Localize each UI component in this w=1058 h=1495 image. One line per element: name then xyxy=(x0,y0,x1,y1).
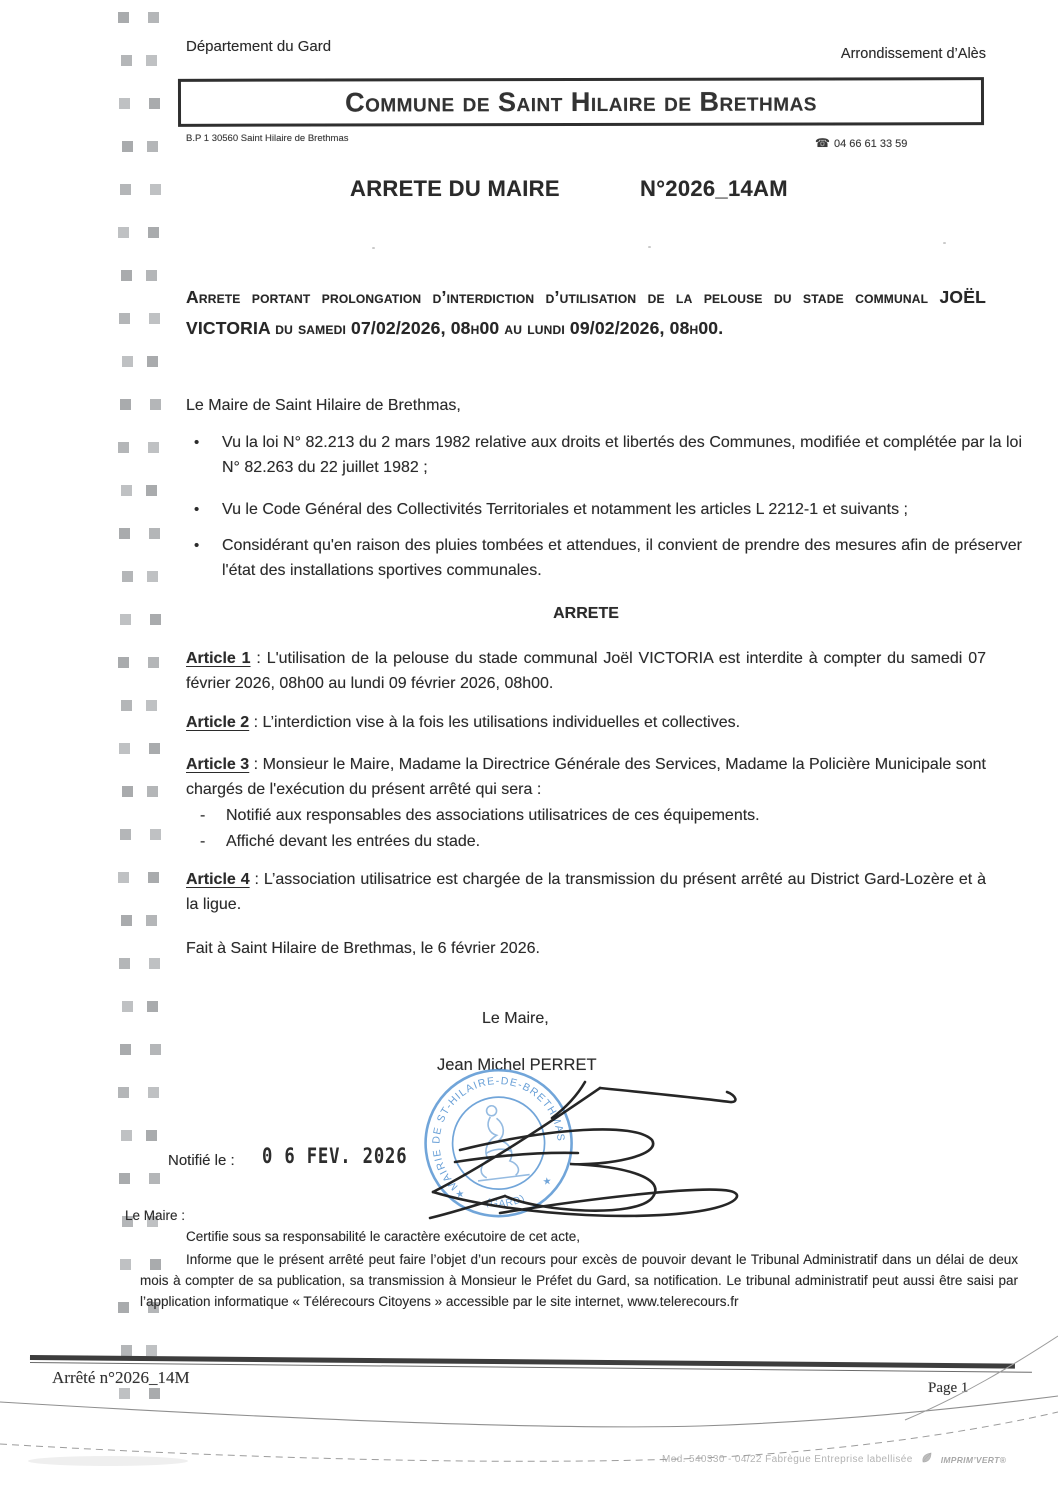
subject-paragraph: Arrete portant prolongation d’interdiction d’utilisation de la pelouse du stade communal JOËL VICTORIA du samedi 07/02/2026, 08h00 au lundi 09/02/2026, 08h00. xyxy=(186,287,986,338)
binding-mark xyxy=(147,141,158,152)
footer-doc-ref: Arrêté n°2026_14M xyxy=(52,1368,190,1387)
considerant-item xyxy=(186,497,1022,522)
binding-mark xyxy=(121,915,132,926)
signature-ink xyxy=(400,1066,760,1231)
arrondissement-label: Arrondissement d’Alès xyxy=(840,46,986,62)
dash-icon: - xyxy=(200,807,206,824)
department-label: Département du Gard xyxy=(186,38,332,55)
binding-mark xyxy=(122,356,133,367)
article-2-label: Article 2 xyxy=(186,714,250,731)
binding-mark xyxy=(119,743,130,754)
binding-mark xyxy=(121,700,132,711)
binding-mark xyxy=(121,270,132,281)
binding-mark xyxy=(150,829,161,840)
binding-mark xyxy=(150,184,161,195)
binding-mark xyxy=(146,1345,157,1356)
signature-title: Le Maire, xyxy=(482,1010,549,1027)
considerant-item xyxy=(186,533,1022,583)
binding-mark xyxy=(120,184,131,195)
binding-mark xyxy=(146,55,157,66)
binding-mark xyxy=(119,1388,130,1399)
document-title: ARRETE DU MAIRE xyxy=(350,176,560,201)
article-4-label: Article 4 xyxy=(186,871,250,888)
printer-credit-text: Mod. 540330 - 04/22 Fabrègue Entreprise labellisée xyxy=(662,1454,913,1465)
article-3-label: Article 3 xyxy=(186,756,250,773)
binding-mark xyxy=(148,872,159,883)
article-1 xyxy=(186,646,986,696)
article-2-text: : L’interdiction vise à la fois les utilisations individuelles et collectives. xyxy=(249,714,741,731)
binding-mark xyxy=(118,227,129,238)
stamp-star-right: ★ xyxy=(542,1176,553,1189)
binding-mark xyxy=(121,55,132,66)
imprim-vert-logo: IMPRIM’VERT® xyxy=(940,1454,1007,1465)
telephone-icon: ☎ xyxy=(815,136,830,150)
binding-mark xyxy=(119,528,130,539)
article-1-label: Article 1 xyxy=(186,650,251,667)
binding-mark xyxy=(119,958,130,969)
binding-mark xyxy=(122,141,133,152)
binding-mark xyxy=(119,98,130,109)
phone-line xyxy=(815,136,907,150)
bullet-icon: • xyxy=(194,537,200,554)
binding-mark xyxy=(147,786,158,797)
binding-mark xyxy=(149,528,160,539)
closing-line: Fait à Saint Hilaire de Brethmas, le 6 février 2026. xyxy=(186,940,540,957)
article-2 xyxy=(186,710,986,735)
binding-mark xyxy=(120,1259,131,1270)
binding-mark xyxy=(147,571,158,582)
binding-mark xyxy=(121,485,132,496)
considerant-text: Vu la loi N° 82.213 du 2 mars 1982 relative aux droits et libertés des Communes, modifiée et complétée par la loi N° 82.263 du 22 juillet 1982 ; xyxy=(222,434,1022,476)
scan-speck xyxy=(372,247,375,249)
binding-mark xyxy=(122,786,133,797)
binding-mark xyxy=(146,700,157,711)
bullet-icon: • xyxy=(194,434,200,451)
binding-mark xyxy=(149,313,160,324)
binding-mark xyxy=(146,270,157,281)
binding-mark xyxy=(146,915,157,926)
dash-icon: - xyxy=(200,833,206,850)
scan-smudge xyxy=(28,1456,188,1466)
binding-mark xyxy=(149,743,160,754)
binding-mark xyxy=(122,571,133,582)
binding-mark xyxy=(119,1173,130,1184)
binding-mark xyxy=(148,227,159,238)
binding-mark xyxy=(149,1173,160,1184)
binding-mark xyxy=(150,614,161,625)
article-4-text: : L’association utilisatrice est chargée de la transmission du présent arrêté au District Gard-Lozère et à la ligue. xyxy=(186,871,986,913)
considerant-text: Vu le Code Général des Collectivités Territoriales et notamment les articles L 2212-1 et suivants ; xyxy=(222,501,908,518)
binding-mark xyxy=(146,1130,157,1141)
stamp-gard-text: (GARD) xyxy=(485,1192,528,1210)
article-3-item-text: Notifié aux responsables des associations utilisatrices de ces équipements. xyxy=(226,807,760,824)
article-3-item xyxy=(190,829,1022,854)
signatory-name: Jean Michel PERRET xyxy=(437,1056,597,1074)
leaf-icon xyxy=(921,1452,933,1467)
binding-mark xyxy=(148,12,159,23)
article-3-text: : Monsieur le Maire, Madame la Directrice Générale des Services, Madame la Policière Municipale sont chargés de l'exécution du présent arrêté qui sera : xyxy=(186,756,987,798)
notified-label: Notifié le : xyxy=(168,1152,235,1169)
binding-mark xyxy=(149,1388,160,1399)
binding-mark xyxy=(120,829,131,840)
binding-mark xyxy=(120,614,131,625)
article-3 xyxy=(186,752,986,802)
scan-speck xyxy=(943,242,946,244)
document-number: N°2026_14AM xyxy=(640,176,788,201)
scan-speck xyxy=(648,246,651,248)
binding-mark xyxy=(146,485,157,496)
phone-number: 04 66 61 33 59 xyxy=(833,138,908,150)
stamp-ring-text: MAIRIE DE ST-HILAIRE-DE-BRETHMAS xyxy=(430,1075,567,1193)
bullet-icon: • xyxy=(194,501,200,518)
binding-mark xyxy=(149,958,160,969)
article-1-text: : L'utilisation de la pelouse du stade communal Joël VICTORIA est interdite à compter du samedi 07 février 2026, 08h00 au lundi 09 février 2026, 08h00. xyxy=(186,650,986,692)
stamp-star-left: ★ xyxy=(454,1188,466,1201)
article-3-item-text: Affiché devant les entrées du stade. xyxy=(226,833,481,850)
binding-mark xyxy=(121,1130,132,1141)
certification-heading: Le Maire : xyxy=(125,1208,186,1223)
binding-mark xyxy=(118,442,129,453)
arrete-heading: ARRETE xyxy=(553,605,619,622)
certification-paragraph: Informe que le présent arrêté peut faire l’objet d’un recours pour excès de pouvoir devant le Tribunal Administratif dans un délai de deux mois à compter de sa publication, sa transmission à Monsieur le Préfet du Gard, sa notification. Le tribunal administratif peut aussi être saisi par l’application informatique « Télérecours Citoyens » accessible par le site internet, www.telerecours.fr xyxy=(140,1252,1018,1309)
certification-line1: Certifie sous sa responsabilité le caractère exécutoire de cet acte, xyxy=(186,1229,580,1244)
binding-mark xyxy=(120,1044,131,1055)
printer-credit-line xyxy=(662,1452,1006,1467)
binding-mark xyxy=(147,356,158,367)
binding-mark xyxy=(148,1087,159,1098)
binding-mark xyxy=(150,399,161,410)
binding-mark xyxy=(149,98,160,109)
binding-mark xyxy=(122,1001,133,1012)
binding-mark xyxy=(118,12,129,23)
considerant-text: Considérant qu'en raison des pluies tombées et attendues, il convient de prendre des mesures afin de préserver l'état des installations sportives communales. xyxy=(222,537,1022,579)
footer-page-number: Page 1 xyxy=(928,1380,969,1396)
considerant-item xyxy=(186,430,1022,480)
binding-mark xyxy=(118,1302,129,1313)
salutation: Le Maire de Saint Hilaire de Brethmas, xyxy=(186,397,461,414)
date-stamp: 0 6 FEV. 2026 xyxy=(262,1144,408,1168)
address-line: B.P 1 30560 Saint Hilaire de Brethmas xyxy=(186,133,349,144)
binding-mark xyxy=(118,1087,129,1098)
binding-mark xyxy=(148,442,159,453)
binding-mark xyxy=(121,1345,132,1356)
binding-mark xyxy=(147,1001,158,1012)
article-3-item xyxy=(190,803,1022,828)
binding-mark xyxy=(118,872,129,883)
binding-mark xyxy=(120,399,131,410)
binding-mark xyxy=(118,657,129,668)
commune-banner: Commune de Saint Hilaire de Brethmas xyxy=(178,77,984,127)
article-4 xyxy=(186,867,986,917)
binding-mark xyxy=(148,657,159,668)
binding-mark xyxy=(119,313,130,324)
binding-mark xyxy=(150,1044,161,1055)
